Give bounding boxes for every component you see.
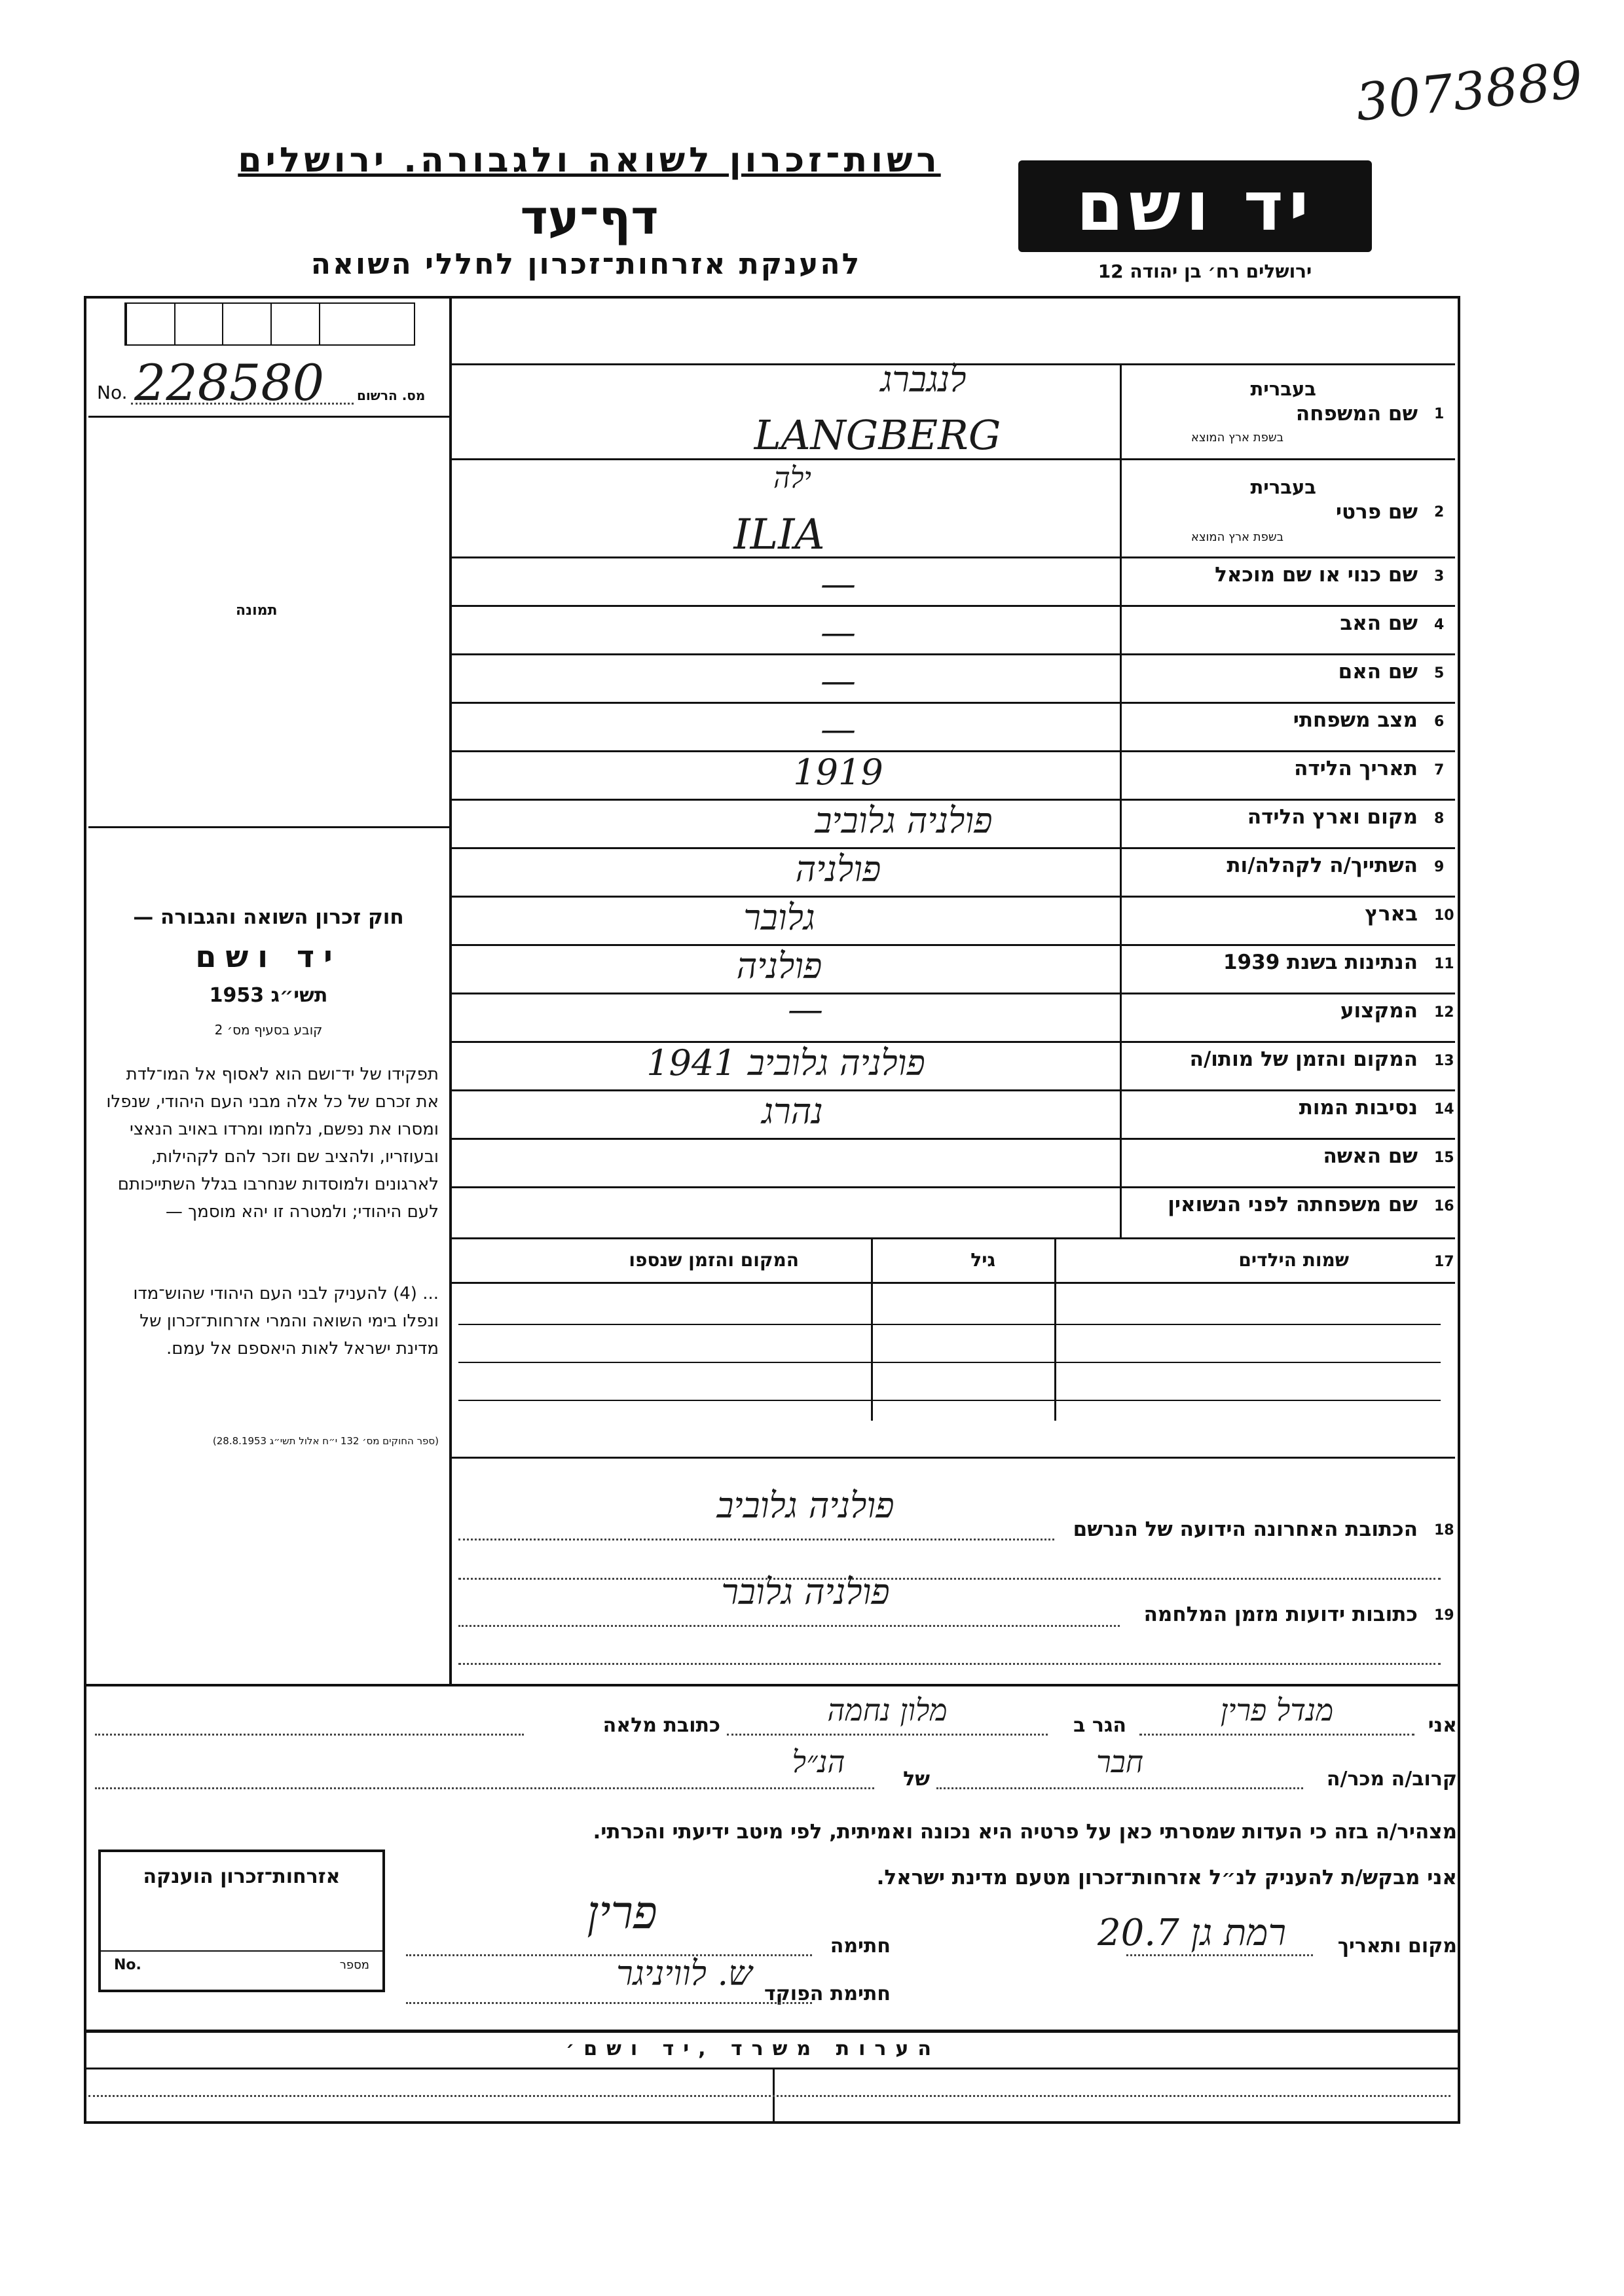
field-4-value: — — [821, 611, 856, 653]
doc-subtitle: להענקת אזרחות־זכרון לחללי השואה — [310, 247, 862, 281]
address-19-line-2 — [458, 1663, 1441, 1665]
decl-of-value: הנ״ל — [792, 1744, 845, 1779]
decl-relative-value: חבר — [1096, 1744, 1143, 1779]
decl-ani-value: מנדל פרין — [1220, 1692, 1334, 1728]
top-boxes — [124, 302, 415, 346]
left-column-divider — [449, 296, 452, 1684]
field-14-num: 14 — [1434, 1101, 1454, 1118]
field-2-sub-he: בעברית — [1250, 476, 1316, 498]
memorial-box-title: אזרחות־זכרון הוענקה — [143, 1865, 341, 1888]
memorial-box-number-label: מספר — [339, 1958, 369, 1972]
yad-vashem-logo — [1018, 160, 1372, 252]
field-4-label: שם האב — [1340, 611, 1418, 635]
field-7-label: תאריך הלידה — [1294, 757, 1418, 780]
field-12-label: המקצוע — [1340, 999, 1418, 1023]
law-text-2: ... (4) להעניק לבני העם היהודי שהוש־מדו ונפלו בימי השואה והמרי אזרחות־זכרון של מדינת ישראל לאות היאספם אל עמם. — [133, 1284, 439, 1358]
field-10-label: בארץ — [1365, 902, 1418, 926]
law-clause: קובע בסעיף מס׳ 2 — [214, 1022, 323, 1038]
row-11-line — [452, 993, 1455, 994]
children-col-age: גיל — [970, 1249, 995, 1271]
decl-resides-line — [727, 1734, 1048, 1736]
reference-number: 3073889 — [1353, 50, 1586, 133]
field-13-label: המקום והזמן של מותו/ה — [1189, 1048, 1418, 1071]
field-7-value: 1919 — [793, 752, 883, 793]
field-8-num: 8 — [1434, 811, 1445, 827]
decl-ani-line — [1139, 1734, 1414, 1736]
law-text: תפקידו של יד־ושם הוא לאסוף אל המו־לדת את זכרם של כל אלה מבני העם היהודי, שנפלו ומסרו את נפשם, נלחמו ומרדו באויב הנאצי ובעוזריו, ולהציב שם וזכר להם לקהילות, לארגונים ולמוסדות שנחרבו בגלל השתייכותם לעם היהודי; ולמטרה זו יהא מוסמך — — [106, 1065, 439, 1222]
decl-ani: אני — [1428, 1714, 1457, 1737]
field-15-num: 15 — [1434, 1150, 1454, 1166]
field-11-num: 11 — [1434, 956, 1454, 972]
field-2-label: שם פרטי — [1335, 500, 1418, 524]
field-1-label: שם המשפחה — [1295, 402, 1418, 426]
declaration-top-line — [84, 1684, 1458, 1686]
field-5-value: — — [821, 660, 856, 701]
field-1-value-he: לנגברג — [880, 359, 967, 400]
row-9-line — [452, 896, 1455, 898]
decl-full-address: כתובת מלאה — [602, 1714, 720, 1737]
row-2-line — [452, 556, 1455, 558]
children-row-1 — [458, 1324, 1441, 1325]
field-7-num: 7 — [1434, 762, 1445, 778]
decl-official-sig-value: ש. לוויניגר — [616, 1954, 752, 1994]
field-9-value: פולניה — [795, 848, 881, 890]
field-3-label: שם כנוי או שם מוכאל — [1215, 563, 1418, 587]
field-6-value: — — [821, 708, 856, 750]
decl-official-sig: חתימת הפוקד — [764, 1982, 891, 2005]
address-19-num: 19 — [1434, 1607, 1454, 1624]
row-14-line — [452, 1138, 1455, 1140]
logo-text: יד ושם — [1076, 166, 1314, 246]
children-col-place: המקום והזמן שנספו — [629, 1249, 799, 1271]
decl-relative: קרוב/ה מכר/ה — [1326, 1768, 1457, 1791]
field-6-num: 6 — [1434, 714, 1445, 730]
memorial-box — [98, 1850, 385, 1992]
row-6-line — [452, 750, 1455, 752]
field-14-label: נסיבות המות — [1299, 1096, 1418, 1120]
field-1-sub-he: בעברית — [1250, 378, 1316, 400]
field-15-label: שם האשה — [1323, 1144, 1418, 1168]
children-row-3 — [458, 1400, 1441, 1401]
decl-place-date-value: רמת גן 20.7 — [1098, 1912, 1286, 1954]
memorial-box-no: No. — [114, 1957, 141, 1973]
law-name: יד ושם — [195, 939, 342, 974]
office-header-line — [84, 2068, 1458, 2069]
reg-underline — [88, 416, 449, 418]
row-13-line — [452, 1089, 1455, 1091]
field-2-num: 2 — [1434, 504, 1445, 520]
row-3-line — [452, 605, 1455, 607]
field-4-num: 4 — [1434, 617, 1445, 633]
field-1-sub-orig: בשפת ארץ המוצא — [1190, 431, 1283, 445]
field-13-value: פולניה גלוביב 1941 — [646, 1042, 925, 1084]
field-8-label: מקום וארץ הלידה — [1247, 805, 1418, 829]
row-5-line — [452, 702, 1455, 704]
decl-signature: חתימה — [830, 1935, 891, 1958]
field-16-label: שם משפחתה לפני הנשואין — [1168, 1193, 1418, 1216]
reg-no-label: No. — [97, 382, 128, 403]
address-line: ירושלים רח׳ בן יהודה 12 — [1098, 261, 1312, 282]
field-3-value: — — [821, 563, 856, 604]
photo-label: תמונה — [236, 602, 278, 619]
field-1-num: 1 — [1434, 406, 1445, 422]
address-18-line — [458, 1539, 1054, 1540]
authority-name: רשות־זכרון לשואה ולגבורה. ירושלים — [238, 141, 941, 180]
office-title: הערות משרד ,יד ושם׳ — [565, 2037, 941, 2060]
field-12-num: 12 — [1434, 1004, 1454, 1021]
children-col-names: שמות הילדים — [1238, 1249, 1349, 1271]
field-9-num: 9 — [1434, 859, 1445, 875]
row-15-line — [452, 1186, 1455, 1188]
address-19-line — [458, 1625, 1120, 1627]
row-10-line — [452, 944, 1455, 946]
decl-place-date-line — [1126, 1954, 1313, 1956]
address-19-value: פולניה גלובר — [721, 1571, 890, 1613]
field-13-num: 13 — [1434, 1053, 1454, 1069]
field-11-value: פולניה — [736, 945, 822, 987]
field-16-num: 16 — [1434, 1198, 1454, 1214]
address-18-num: 18 — [1434, 1522, 1454, 1539]
field-11-label: הנתינות בשנת 1939 — [1223, 951, 1418, 974]
field-9-label: השתייך/ה לקהלה/ות — [1227, 854, 1418, 877]
children-divider-1 — [871, 1237, 873, 1421]
children-row-2 — [458, 1362, 1441, 1363]
row-4-line — [452, 653, 1455, 655]
office-top-line — [84, 2030, 1458, 2033]
field-14-value: נהרג — [762, 1091, 823, 1132]
field-2-value-orig: ILIA — [733, 511, 825, 559]
decl-of-line — [95, 1787, 874, 1789]
field-8-value: פולניה גלוביב — [815, 800, 993, 841]
decl-relative-line — [936, 1787, 1303, 1789]
decl-statement: מצהיר/ה בזה כי העדות שמסרתי כאן על פרטיה היא נכונה ואמיתית, לפי מיטב ידיעתי והכרתי. — [593, 1820, 1457, 1844]
field-2-sub-orig: בשפת ארץ המוצא — [1190, 530, 1283, 544]
field-5-label: שם האם — [1338, 660, 1418, 683]
decl-request: אני מבקש/ת להעניק לנ״ל אזרחות־זכרון מטעם מדינת ישראל. — [876, 1866, 1457, 1889]
reg-label: מס. הרשום — [357, 388, 426, 403]
children-bottom-line — [452, 1457, 1455, 1459]
office-line-1 — [88, 2095, 1450, 2097]
children-num: 17 — [1434, 1254, 1454, 1270]
office-divider — [773, 2068, 775, 2121]
field-12-value: — — [788, 989, 823, 1030]
law-year: תשי״ג 1953 — [209, 984, 328, 1007]
law-footnote: (ספר החוקים מס׳ 132 י״ח אלול תשי״ג 28.8.1953) — [212, 1435, 439, 1447]
photo-bottom-line — [88, 826, 449, 828]
field-3-num: 3 — [1434, 568, 1445, 585]
decl-full-address-line — [95, 1734, 524, 1736]
decl-official-sig-line — [406, 2002, 812, 2004]
field-5-num: 5 — [1434, 665, 1445, 682]
address-19-label: כתובות ידועות מזמן המלחמה — [1143, 1603, 1418, 1626]
memorial-box-divider — [101, 1950, 382, 1952]
law-heading: חוק זכרון השואה והגבורה — — [133, 905, 404, 929]
decl-resides-value: מלון נחמה — [827, 1692, 948, 1728]
decl-of: של — [903, 1768, 930, 1791]
field-1-value-orig: LANGBERG — [754, 411, 1001, 459]
row-16-line — [452, 1237, 1455, 1239]
decl-signature-value: פרין — [587, 1886, 657, 1939]
children-header-line — [452, 1282, 1455, 1284]
field-2-value-he: ילה — [773, 462, 811, 495]
decl-resides: הגר ב — [1073, 1714, 1126, 1737]
address-18-value: פולניה גלוביב — [716, 1485, 895, 1526]
doc-title: דף־עד — [520, 190, 659, 245]
field-10-value: גלובר — [743, 897, 815, 938]
reg-number: 228580 — [134, 354, 325, 412]
decl-place-date: מקום ותאריך — [1337, 1935, 1457, 1958]
address-18-label: הכתובת האחרונה הידועה של הנרשם — [1073, 1518, 1418, 1541]
field-6-label: מצב משפחתי — [1293, 708, 1418, 732]
children-divider-2 — [1054, 1237, 1056, 1421]
field-10-num: 10 — [1434, 907, 1454, 924]
